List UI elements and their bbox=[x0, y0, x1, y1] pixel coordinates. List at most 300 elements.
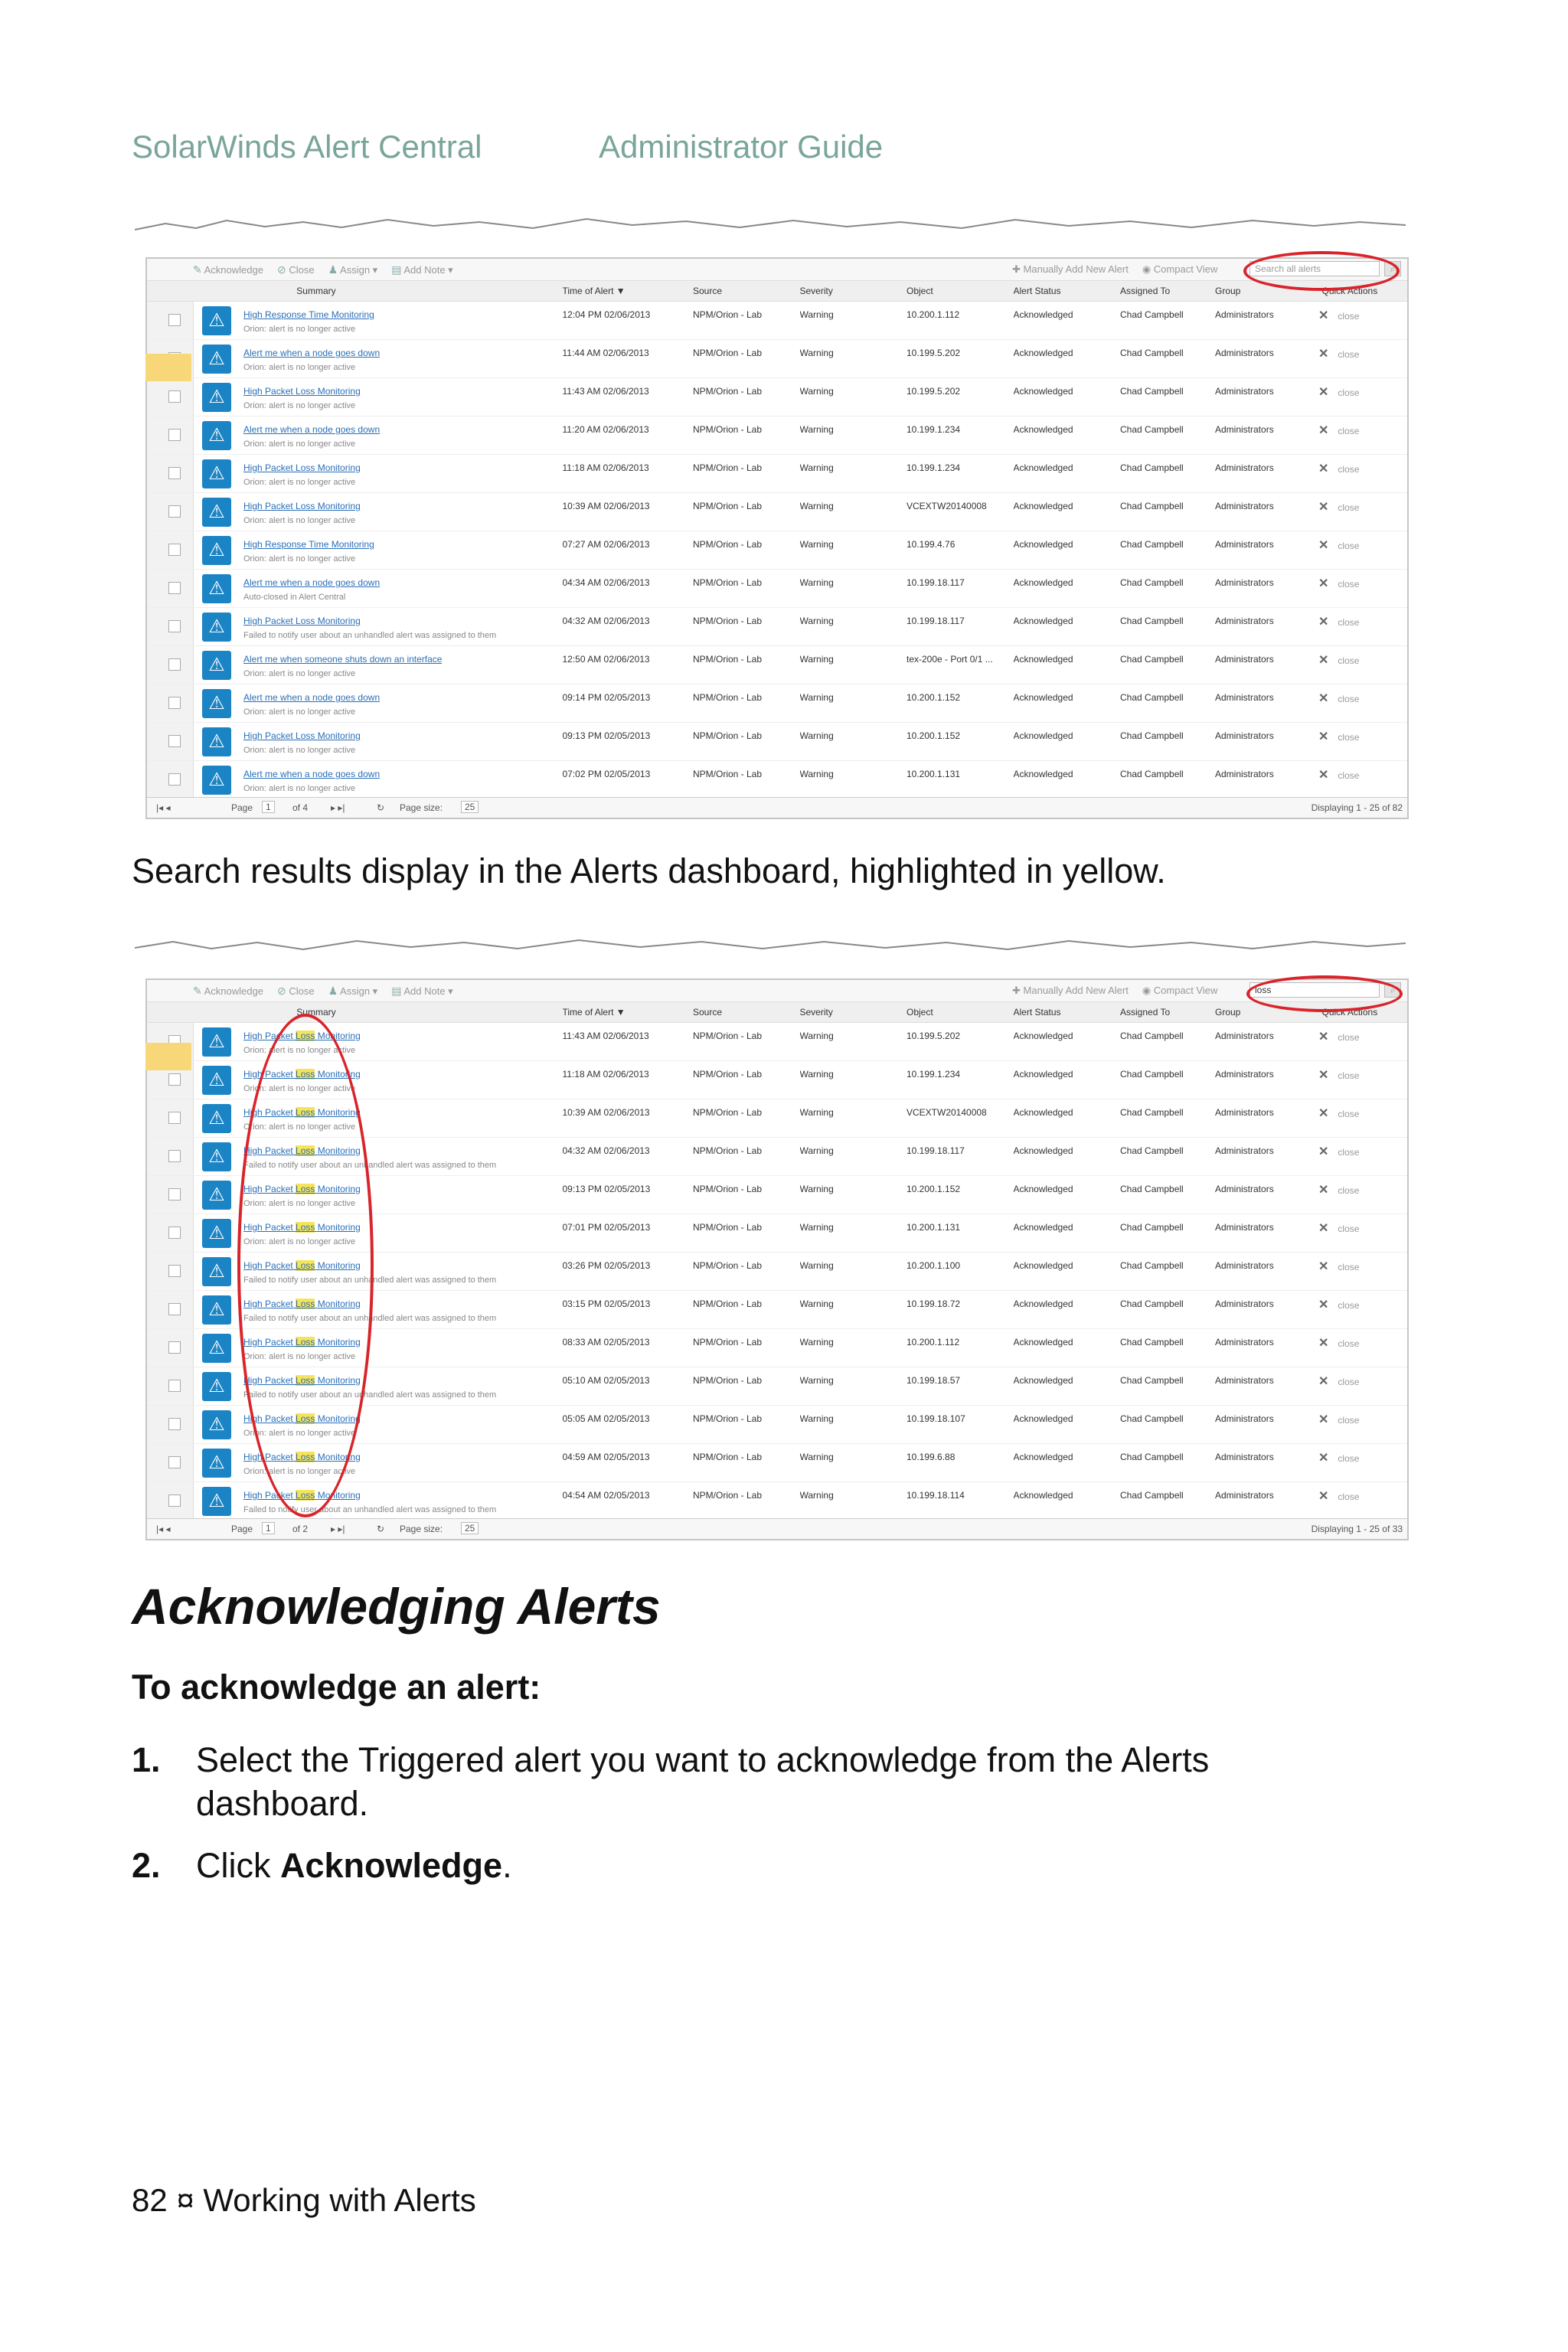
row-checkbox[interactable] bbox=[168, 467, 181, 479]
summary-text: Monitoring bbox=[315, 1222, 361, 1233]
alert-status: Acknowledged bbox=[1013, 654, 1073, 665]
alert-time: 04:34 AM 02/06/2013 bbox=[562, 577, 650, 588]
row-checkbox[interactable] bbox=[168, 697, 181, 709]
quick-close-button[interactable]: ✕ close bbox=[1318, 1337, 1360, 1350]
alert-object: 10.199.1.234 bbox=[906, 1069, 961, 1080]
alert-summary-link[interactable]: High Packet Loss Monitoring bbox=[243, 501, 361, 511]
row-checkbox[interactable] bbox=[168, 1303, 181, 1315]
assign-icon: ♟ bbox=[328, 984, 338, 997]
alert-summary-link[interactable]: Alert me when a node goes down bbox=[243, 692, 381, 703]
alert-object: 10.200.1.131 bbox=[906, 1222, 961, 1233]
alert-type-icon: ⚠ bbox=[202, 306, 231, 335]
compact-view-toggle[interactable] bbox=[1142, 985, 1218, 997]
alert-object: 10.199.1.234 bbox=[906, 424, 961, 435]
alert-type-icon: ⚠ bbox=[202, 1410, 231, 1439]
alert-object: 10.199.5.202 bbox=[906, 1031, 961, 1041]
summary-text: High Packet bbox=[243, 1298, 296, 1309]
caption: Search results display in the Alerts dashboard, highlighted in yellow. bbox=[132, 851, 1166, 890]
column-header[interactable]: Severity bbox=[799, 1007, 833, 1018]
close-x-icon: ✕ bbox=[1318, 1337, 1329, 1350]
acknowledge-button[interactable] bbox=[193, 263, 263, 276]
close-x-icon: ✕ bbox=[1318, 1375, 1329, 1388]
alert-summary-link[interactable]: Alert me when a node goes down bbox=[243, 577, 381, 588]
alert-type-icon: ⚠ bbox=[202, 766, 231, 795]
alert-source: NPM/Orion - Lab bbox=[693, 1298, 763, 1309]
alert-status: Acknowledged bbox=[1013, 1452, 1073, 1462]
alert-status: Acknowledged bbox=[1013, 1184, 1073, 1194]
table-row[interactable] bbox=[147, 723, 1407, 761]
alert-type-icon: ⚠ bbox=[202, 1181, 231, 1210]
assign-button[interactable] bbox=[328, 985, 378, 998]
alert-group: Administrators bbox=[1215, 348, 1274, 358]
alert-severity: Warning bbox=[799, 1375, 834, 1386]
summary-text: Monitoring bbox=[315, 1375, 361, 1386]
summary-text: High Packet bbox=[243, 1413, 296, 1424]
alert-severity: Warning bbox=[799, 1107, 834, 1118]
alert-summary-link[interactable]: High Packet Loss Monitoring bbox=[243, 462, 361, 473]
assign-button[interactable] bbox=[328, 263, 378, 276]
column-header[interactable]: Object bbox=[906, 286, 933, 296]
manually-add-alert-button[interactable] bbox=[1012, 263, 1129, 276]
quick-close-button[interactable]: ✕ close bbox=[1318, 1490, 1360, 1503]
alert-summary-link[interactable]: Alert me when someone shuts down an interface bbox=[243, 654, 443, 665]
page-size-select[interactable]: 25 bbox=[461, 801, 479, 813]
alert-summary-link[interactable]: High Response Time Monitoring bbox=[243, 309, 374, 320]
quick-close-button[interactable]: ✕ close bbox=[1318, 309, 1360, 322]
step-text-post: . bbox=[502, 1846, 512, 1885]
quick-close-button[interactable]: ✕ close bbox=[1318, 1184, 1360, 1197]
summary-text: High Packet bbox=[243, 1452, 296, 1462]
column-header[interactable]: Severity bbox=[799, 286, 833, 296]
column-header[interactable]: Summary bbox=[296, 1007, 336, 1018]
row-checkbox[interactable] bbox=[168, 314, 181, 326]
column-header[interactable]: Object bbox=[906, 1007, 933, 1018]
alert-status: Acknowledged bbox=[1013, 1069, 1073, 1080]
alert-assigned-to: Chad Campbell bbox=[1120, 1337, 1184, 1348]
alert-object: 10.199.5.202 bbox=[906, 348, 961, 358]
close-x-icon: ✕ bbox=[1318, 1145, 1329, 1158]
alert-time: 08:33 AM 02/05/2013 bbox=[562, 1337, 650, 1348]
assign-label: Assign ▾ bbox=[340, 263, 378, 276]
alert-time: 05:10 AM 02/05/2013 bbox=[562, 1375, 650, 1386]
search-match-highlight: Loss bbox=[296, 1337, 315, 1348]
quick-close-button[interactable]: ✕ close bbox=[1318, 348, 1360, 361]
alert-status: Acknowledged bbox=[1013, 462, 1073, 473]
alert-time: 07:27 AM 02/06/2013 bbox=[562, 539, 650, 550]
procedure-title: To acknowledge an alert: bbox=[132, 1668, 541, 1707]
alert-note: Failed to notify user about an unhandled alert was assigned to them bbox=[243, 1314, 497, 1323]
table-row[interactable] bbox=[147, 416, 1407, 455]
row-checkbox[interactable] bbox=[168, 658, 181, 671]
first-page-icon[interactable]: |◂ ◂ bbox=[156, 1524, 171, 1534]
close-x-icon: ✕ bbox=[1318, 424, 1329, 437]
alert-note: Orion: alert is no longer active bbox=[243, 554, 356, 564]
alert-summary-link[interactable]: Alert me when a node goes down bbox=[243, 348, 381, 358]
note-icon: ▤ bbox=[391, 984, 402, 997]
alert-assigned-to: Chad Campbell bbox=[1120, 1031, 1184, 1041]
alert-object: 10.199.18.107 bbox=[906, 1413, 965, 1424]
alert-time: 04:59 AM 02/05/2013 bbox=[562, 1452, 650, 1462]
alert-type-icon: ⚠ bbox=[202, 612, 231, 642]
pager bbox=[147, 1518, 1407, 1539]
alert-object: 10.199.5.202 bbox=[906, 386, 961, 397]
alert-object: 10.199.18.117 bbox=[906, 1145, 965, 1156]
alert-source: NPM/Orion - Lab bbox=[693, 1413, 763, 1424]
row-checkbox[interactable] bbox=[168, 1494, 181, 1507]
alert-assigned-to: Chad Campbell bbox=[1120, 730, 1184, 741]
alert-assigned-to: Chad Campbell bbox=[1120, 1375, 1184, 1386]
alert-group: Administrators bbox=[1215, 577, 1274, 588]
row-checkbox[interactable] bbox=[168, 505, 181, 518]
alert-time: 10:39 AM 02/06/2013 bbox=[562, 1107, 650, 1118]
alert-note: Orion: alert is no longer active bbox=[243, 439, 356, 449]
search-match-highlight: Loss bbox=[296, 1184, 315, 1194]
step-number: 1. bbox=[132, 1740, 161, 1779]
alert-assigned-to: Chad Campbell bbox=[1120, 692, 1184, 703]
alert-severity: Warning bbox=[799, 309, 834, 320]
alert-source: NPM/Orion - Lab bbox=[693, 386, 763, 397]
alert-time: 07:02 PM 02/05/2013 bbox=[562, 769, 651, 779]
summary-text: High Packet bbox=[243, 1260, 296, 1271]
alert-source: NPM/Orion - Lab bbox=[693, 539, 763, 550]
quick-close-button[interactable]: ✕ close bbox=[1318, 462, 1360, 475]
search-match-highlight: Loss bbox=[296, 1145, 315, 1156]
alerts-grid bbox=[145, 257, 1409, 819]
column-header[interactable]: Time of Alert ▼ bbox=[562, 286, 626, 296]
close-x-icon: ✕ bbox=[1318, 1413, 1329, 1426]
row-checkbox[interactable] bbox=[168, 582, 181, 594]
search-match-highlight: Loss bbox=[296, 1490, 315, 1501]
column-header[interactable]: Quick Actions bbox=[1321, 1007, 1378, 1018]
alert-group: Administrators bbox=[1215, 1337, 1274, 1348]
close-x-icon: ✕ bbox=[1318, 501, 1329, 514]
alert-status: Acknowledged bbox=[1013, 1222, 1073, 1233]
row-checkbox[interactable] bbox=[168, 1341, 181, 1354]
next-page-icon[interactable]: ▸ ▸| bbox=[331, 802, 345, 813]
alert-assigned-to: Chad Campbell bbox=[1120, 1260, 1184, 1271]
highlight-marker bbox=[145, 1043, 191, 1070]
alert-note: Orion: alert is no longer active bbox=[243, 746, 356, 755]
refresh-icon[interactable]: ↻ bbox=[377, 1524, 385, 1534]
table-row[interactable] bbox=[147, 684, 1407, 723]
alert-time: 10:39 AM 02/06/2013 bbox=[562, 501, 650, 511]
section-title: Acknowledging Alerts bbox=[132, 1578, 661, 1635]
summary-text: Monitoring bbox=[315, 1184, 361, 1194]
step-number: 2. bbox=[132, 1846, 161, 1885]
alert-source: NPM/Orion - Lab bbox=[693, 616, 763, 626]
column-header[interactable]: Source bbox=[693, 286, 723, 296]
summary-text: Monitoring bbox=[315, 1337, 361, 1348]
row-checkbox[interactable] bbox=[168, 1456, 181, 1468]
row-checkbox[interactable] bbox=[168, 1112, 181, 1124]
row-checkbox[interactable] bbox=[168, 1380, 181, 1392]
quick-close-button[interactable]: ✕ close bbox=[1318, 1260, 1360, 1273]
quick-close-button[interactable]: ✕ close bbox=[1318, 1069, 1360, 1082]
search-input[interactable]: Search all alerts bbox=[1250, 261, 1380, 276]
alert-group: Administrators bbox=[1215, 769, 1274, 779]
alert-assigned-to: Chad Campbell bbox=[1120, 1413, 1184, 1424]
add-note-button[interactable] bbox=[391, 263, 452, 276]
quick-close-button[interactable]: ✕ close bbox=[1318, 1375, 1360, 1388]
alert-severity: Warning bbox=[799, 1490, 834, 1501]
alert-source: NPM/Orion - Lab bbox=[693, 692, 763, 703]
plus-icon: ✚ bbox=[1012, 263, 1021, 275]
table-row[interactable] bbox=[147, 761, 1407, 799]
plus-icon: ✚ bbox=[1012, 985, 1021, 996]
quick-close-button[interactable]: ✕ close bbox=[1318, 501, 1360, 514]
close-x-icon: ✕ bbox=[1318, 386, 1329, 399]
column-header[interactable]: Source bbox=[693, 1007, 723, 1018]
alert-note: Orion: alert is no longer active bbox=[243, 669, 356, 678]
close-button[interactable] bbox=[277, 263, 315, 276]
alert-severity: Warning bbox=[799, 769, 834, 779]
column-headers bbox=[147, 1002, 1407, 1023]
alert-time: 03:15 PM 02/05/2013 bbox=[562, 1298, 651, 1309]
close-button[interactable] bbox=[277, 985, 315, 998]
quick-close-button[interactable]: ✕ close bbox=[1318, 1222, 1360, 1235]
alert-time: 09:14 PM 02/05/2013 bbox=[562, 692, 651, 703]
close-x-icon: ✕ bbox=[1318, 1260, 1329, 1273]
alert-status: Acknowledged bbox=[1013, 348, 1073, 358]
summary-text: High Packet bbox=[243, 1031, 296, 1041]
alert-type-icon: ⚠ bbox=[202, 1487, 231, 1516]
page-label: Page bbox=[231, 802, 253, 813]
alert-group: Administrators bbox=[1215, 1184, 1274, 1194]
column-header[interactable]: Alert Status bbox=[1013, 286, 1061, 296]
alert-summary-link[interactable]: Alert me when a node goes down bbox=[243, 424, 381, 435]
compact-view-toggle[interactable] bbox=[1142, 263, 1218, 276]
next-page-icon[interactable]: ▸ ▸| bbox=[331, 1524, 345, 1534]
acknowledge-icon: ✎ bbox=[193, 984, 202, 997]
eye-icon: ◉ bbox=[1142, 985, 1152, 996]
row-checkbox[interactable] bbox=[168, 773, 181, 786]
alert-assigned-to: Chad Campbell bbox=[1120, 462, 1184, 473]
manually-add-label: Manually Add New Alert bbox=[1023, 263, 1129, 275]
add-note-button[interactable] bbox=[391, 985, 452, 998]
alert-type-icon: ⚠ bbox=[202, 1104, 231, 1133]
alert-time: 11:44 AM 02/06/2013 bbox=[562, 348, 649, 358]
quick-close-button[interactable]: ✕ close bbox=[1318, 424, 1360, 437]
search-icon[interactable]: ⌕ bbox=[1384, 261, 1401, 276]
alert-summary-link[interactable]: High Response Time Monitoring bbox=[243, 539, 374, 550]
alert-note: Orion: alert is no longer active bbox=[243, 1084, 356, 1093]
alert-severity: Warning bbox=[799, 462, 834, 473]
close-x-icon: ✕ bbox=[1318, 1107, 1329, 1120]
row-checkbox[interactable] bbox=[168, 1188, 181, 1200]
alert-object: 10.200.1.131 bbox=[906, 769, 961, 779]
alert-severity: Warning bbox=[799, 1145, 834, 1156]
refresh-icon[interactable]: ↻ bbox=[377, 802, 385, 813]
quick-close-button[interactable]: ✕ close bbox=[1318, 1452, 1360, 1465]
alert-time: 05:05 AM 02/05/2013 bbox=[562, 1413, 650, 1424]
column-headers bbox=[147, 281, 1407, 302]
quick-close-button[interactable]: ✕ close bbox=[1318, 577, 1360, 590]
alert-source: NPM/Orion - Lab bbox=[693, 1069, 763, 1080]
alert-time: 09:13 PM 02/05/2013 bbox=[562, 1184, 651, 1194]
column-header[interactable]: Group bbox=[1215, 286, 1241, 296]
alert-group: Administrators bbox=[1215, 1452, 1274, 1462]
alert-source: NPM/Orion - Lab bbox=[693, 1145, 763, 1156]
torn-edge bbox=[135, 928, 1406, 959]
alert-type-icon: ⚠ bbox=[202, 689, 231, 718]
alert-source: NPM/Orion - Lab bbox=[693, 1031, 763, 1041]
table-row[interactable] bbox=[147, 302, 1407, 340]
alert-type-icon: ⚠ bbox=[202, 1142, 231, 1171]
quick-close-button[interactable]: ✕ close bbox=[1318, 1031, 1360, 1044]
alert-object: 10.199.6.88 bbox=[906, 1452, 956, 1462]
first-page-icon[interactable]: |◂ ◂ bbox=[156, 802, 171, 813]
table-row[interactable] bbox=[147, 646, 1407, 684]
alert-note: Orion: alert is no longer active bbox=[243, 1429, 356, 1438]
summary-text: High Packet bbox=[243, 1222, 296, 1233]
quick-close-button[interactable]: ✕ close bbox=[1318, 654, 1360, 667]
quick-close-button[interactable]: ✕ close bbox=[1318, 1107, 1360, 1120]
alert-time: 11:18 AM 02/06/2013 bbox=[562, 462, 649, 473]
eye-icon: ◉ bbox=[1142, 263, 1152, 275]
quick-close-button[interactable]: ✕ close bbox=[1318, 730, 1360, 743]
row-checkbox[interactable] bbox=[168, 735, 181, 747]
page-number-input[interactable]: 1 bbox=[262, 1522, 275, 1534]
search-input[interactable]: loss bbox=[1250, 982, 1380, 998]
alert-status: Acknowledged bbox=[1013, 692, 1073, 703]
alert-source: NPM/Orion - Lab bbox=[693, 1184, 763, 1194]
alert-note: Orion: alert is no longer active bbox=[243, 363, 356, 372]
alert-group: Administrators bbox=[1215, 309, 1274, 320]
summary-text: High Packet bbox=[243, 1107, 296, 1118]
manually-add-alert-button[interactable] bbox=[1012, 985, 1129, 997]
alert-source: NPM/Orion - Lab bbox=[693, 309, 763, 320]
table-row[interactable] bbox=[147, 570, 1407, 608]
alert-group: Administrators bbox=[1215, 1145, 1274, 1156]
table-row[interactable] bbox=[147, 531, 1407, 570]
close-x-icon: ✕ bbox=[1318, 1298, 1329, 1312]
column-header[interactable]: Quick Actions bbox=[1321, 286, 1378, 296]
summary-text: Monitoring bbox=[315, 1031, 361, 1041]
search-match-highlight: Loss bbox=[296, 1452, 315, 1462]
step-text-pre: Click bbox=[196, 1846, 280, 1885]
row-checkbox[interactable] bbox=[168, 1227, 181, 1239]
alert-status: Acknowledged bbox=[1013, 539, 1073, 550]
alert-assigned-to: Chad Campbell bbox=[1120, 1145, 1184, 1156]
column-header[interactable]: Alert Status bbox=[1013, 1007, 1061, 1018]
row-checkbox[interactable] bbox=[168, 1150, 181, 1162]
quick-close-button[interactable]: ✕ close bbox=[1318, 1298, 1360, 1312]
alert-group: Administrators bbox=[1215, 501, 1274, 511]
column-header[interactable]: Time of Alert ▼ bbox=[562, 1007, 626, 1018]
assign-label: Assign ▾ bbox=[340, 985, 378, 997]
alert-note: Failed to notify user about an unhandled alert was assigned to them bbox=[243, 1505, 497, 1514]
alert-severity: Warning bbox=[799, 1222, 834, 1233]
column-header[interactable]: Assigned To bbox=[1120, 1007, 1171, 1018]
acknowledge-button[interactable] bbox=[193, 985, 263, 998]
alert-status: Acknowledged bbox=[1013, 616, 1073, 626]
column-header[interactable]: Summary bbox=[296, 286, 336, 296]
alert-object: 10.200.1.152 bbox=[906, 1184, 961, 1194]
close-label: Close bbox=[289, 263, 315, 276]
alert-group: Administrators bbox=[1215, 424, 1274, 435]
alert-type-icon: ⚠ bbox=[202, 1449, 231, 1478]
alert-summary-link[interactable]: Alert me when a node goes down bbox=[243, 769, 381, 779]
alert-status: Acknowledged bbox=[1013, 1031, 1073, 1041]
close-x-icon: ✕ bbox=[1318, 616, 1329, 629]
quick-close-button[interactable]: ✕ close bbox=[1318, 616, 1360, 629]
quick-close-button[interactable]: ✕ close bbox=[1318, 769, 1360, 782]
alert-severity: Warning bbox=[799, 616, 834, 626]
quick-close-button[interactable]: ✕ close bbox=[1318, 539, 1360, 552]
acknowledge-term: Acknowledge bbox=[280, 1846, 503, 1885]
table-row[interactable] bbox=[147, 378, 1407, 416]
row-checkbox[interactable] bbox=[168, 620, 181, 632]
alert-note: Failed to notify user about an unhandled alert was assigned to them bbox=[243, 1161, 497, 1170]
summary-text: Monitoring bbox=[315, 1413, 361, 1424]
table-row[interactable] bbox=[147, 493, 1407, 531]
alert-object: 10.200.1.112 bbox=[906, 309, 960, 320]
alert-summary-link[interactable]: High Packet Loss Monitoring bbox=[243, 386, 361, 397]
quick-close-button[interactable]: ✕ close bbox=[1318, 1145, 1360, 1158]
alert-note: Orion: alert is no longer active bbox=[243, 1467, 356, 1476]
table-row[interactable] bbox=[147, 608, 1407, 646]
alert-type-icon: ⚠ bbox=[202, 459, 231, 488]
row-checkbox[interactable] bbox=[168, 1418, 181, 1430]
manually-add-label: Manually Add New Alert bbox=[1023, 985, 1129, 996]
row-checkbox[interactable] bbox=[168, 390, 181, 403]
alert-note: Failed to notify user about an unhandled alert was assigned to them bbox=[243, 631, 497, 640]
alert-severity: Warning bbox=[799, 424, 834, 435]
summary-text: Monitoring bbox=[315, 1145, 361, 1156]
alert-time: 12:04 PM 02/06/2013 bbox=[562, 309, 651, 320]
alert-status: Acknowledged bbox=[1013, 1260, 1073, 1271]
close-x-icon: ✕ bbox=[1318, 1222, 1329, 1235]
alert-time: 12:50 AM 02/06/2013 bbox=[562, 654, 650, 665]
page-number-input[interactable]: 1 bbox=[262, 801, 275, 813]
compact-view-label: Compact View bbox=[1153, 985, 1218, 996]
alert-summary-link[interactable]: High Packet Loss Monitoring bbox=[243, 730, 361, 741]
page-size-label: Page size: bbox=[400, 1524, 443, 1534]
alert-status: Acknowledged bbox=[1013, 1145, 1073, 1156]
row-checkbox[interactable] bbox=[168, 1265, 181, 1277]
alert-note: Orion: alert is no longer active bbox=[243, 478, 356, 487]
row-checkbox[interactable] bbox=[168, 1073, 181, 1086]
alert-time: 09:13 PM 02/05/2013 bbox=[562, 730, 651, 741]
alert-note: Orion: alert is no longer active bbox=[243, 401, 356, 410]
alert-object: 10.199.4.76 bbox=[906, 539, 956, 550]
alert-summary-link[interactable]: High Packet Loss Monitoring bbox=[243, 616, 361, 626]
column-header[interactable]: Assigned To bbox=[1120, 286, 1171, 296]
row-checkbox[interactable] bbox=[168, 429, 181, 441]
alert-type-icon: ⚠ bbox=[202, 1372, 231, 1401]
table-row[interactable] bbox=[147, 455, 1407, 493]
close-x-icon: ✕ bbox=[1318, 309, 1329, 322]
alert-group: Administrators bbox=[1215, 1413, 1274, 1424]
alert-source: NPM/Orion - Lab bbox=[693, 1375, 763, 1386]
search-callout-ellipse bbox=[1243, 251, 1400, 291]
quick-close-button[interactable]: ✕ close bbox=[1318, 1413, 1360, 1426]
alert-object: 10.199.18.72 bbox=[906, 1298, 961, 1309]
quick-close-button[interactable]: ✕ close bbox=[1318, 386, 1360, 399]
page-size-select[interactable]: 25 bbox=[461, 1522, 479, 1534]
table-row[interactable] bbox=[147, 340, 1407, 378]
alert-object: 10.199.18.57 bbox=[906, 1375, 961, 1386]
page-size-label: Page size: bbox=[400, 802, 443, 813]
row-checkbox[interactable] bbox=[168, 544, 181, 556]
alert-assigned-to: Chad Campbell bbox=[1120, 424, 1184, 435]
alert-group: Administrators bbox=[1215, 692, 1274, 703]
alerts-dashboard-screenshot-2 bbox=[135, 928, 1406, 1540]
search-icon[interactable]: ⌕ bbox=[1384, 982, 1401, 998]
add-note-label: Add Note ▾ bbox=[403, 985, 453, 997]
column-header[interactable]: Group bbox=[1215, 1007, 1241, 1018]
quick-close-button[interactable]: ✕ close bbox=[1318, 692, 1360, 705]
